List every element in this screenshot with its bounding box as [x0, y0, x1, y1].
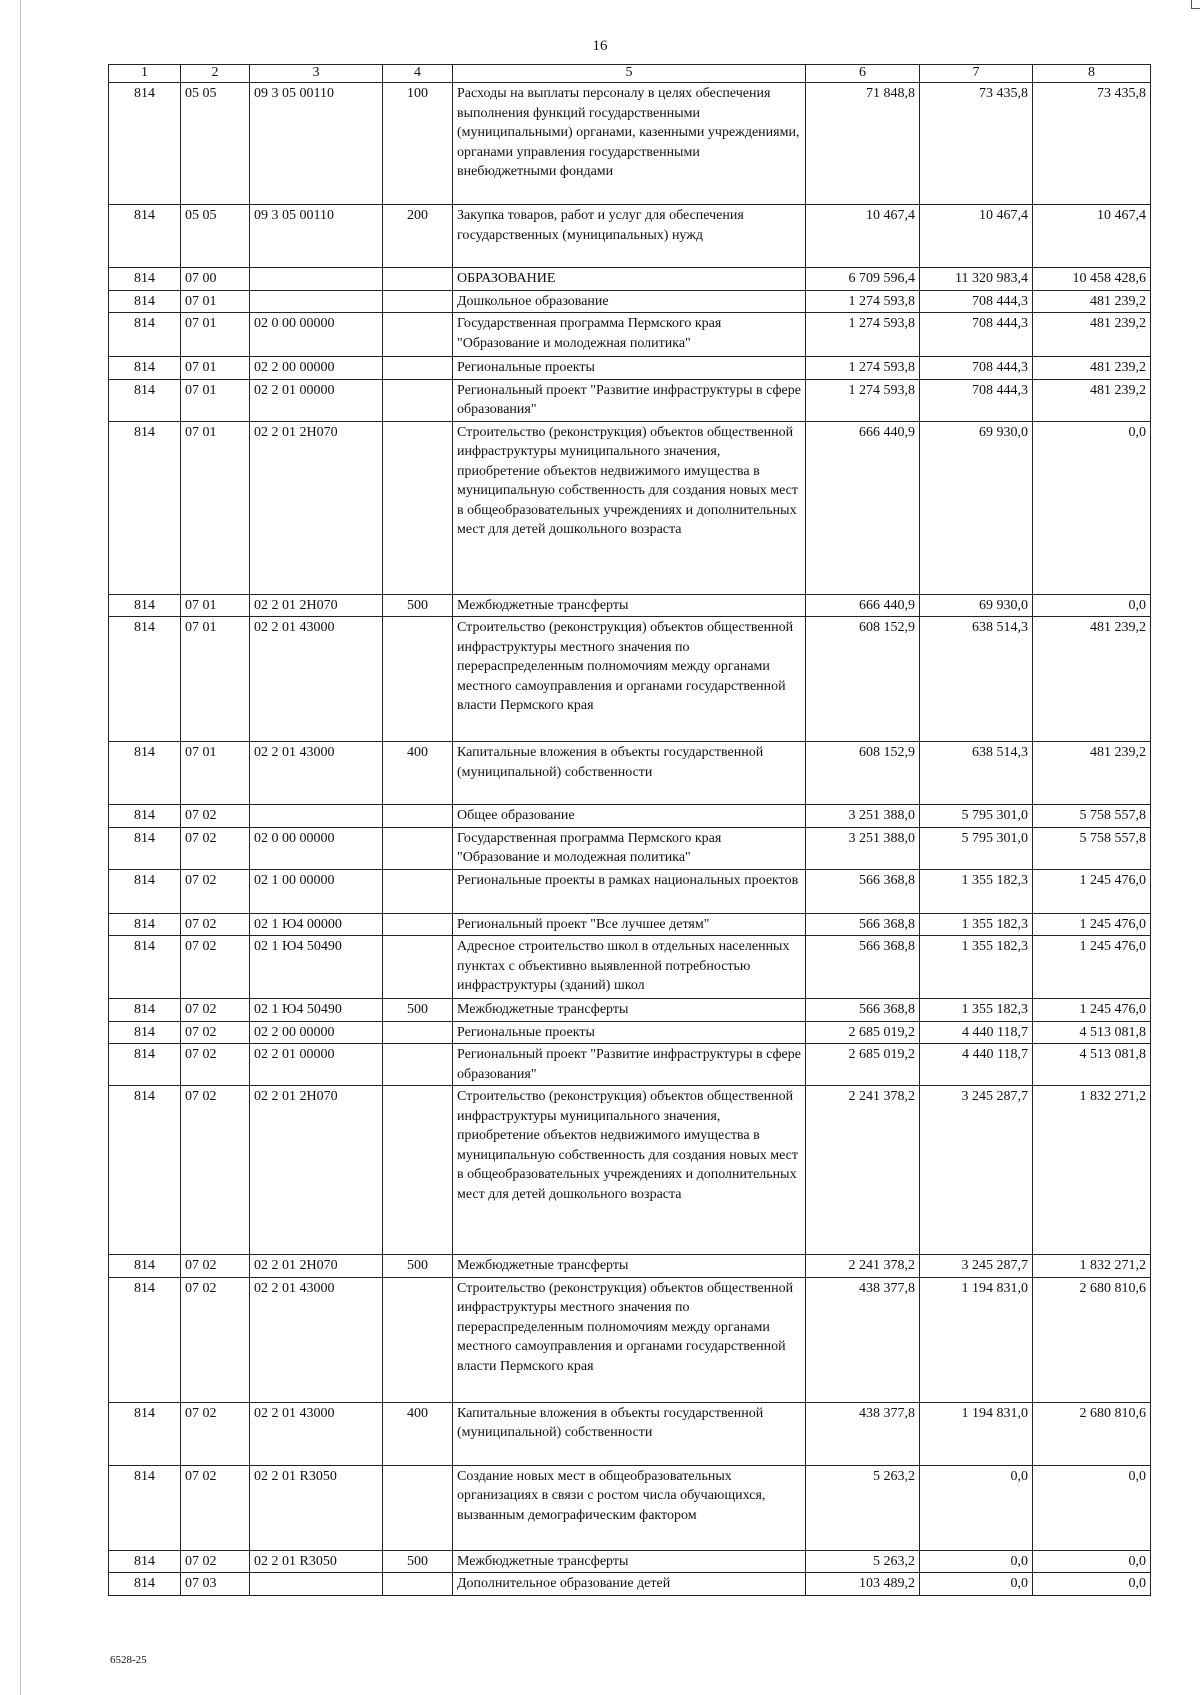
amount-col8-cell: 1 245 476,0	[1033, 936, 1151, 999]
target-article-cell: 02 2 01 2Н070	[250, 594, 383, 617]
amount-col7-cell: 1 194 831,0	[920, 1402, 1033, 1465]
amount-col6-cell: 5 263,2	[806, 1550, 920, 1573]
description-cell: Региональный проект "Развитие инфраструктуры в сфере образования"	[453, 379, 806, 421]
target-article-cell: 02 2 01 00000	[250, 1044, 383, 1086]
table-row	[109, 1255, 1151, 1278]
amount-col8-cell: 481 239,2	[1033, 357, 1151, 380]
table-row	[109, 742, 1151, 805]
description-cell: Закупка товаров, работ и услуг для обеспечения государственных (муниципальных) нужд	[453, 205, 806, 268]
description-cell: Региональные проекты в рамках национальных проектов	[453, 869, 806, 913]
expense-type-cell	[383, 869, 453, 913]
ministry-code-cell: 814	[109, 594, 181, 617]
amount-col7-cell: 4 440 118,7	[920, 1044, 1033, 1086]
amount-col6-cell: 2 241 378,2	[806, 1255, 920, 1278]
amount-col7-cell: 73 435,8	[920, 83, 1033, 205]
section-code-cell: 07 02	[181, 805, 250, 828]
target-article-cell: 02 2 00 00000	[250, 1021, 383, 1044]
amount-col8-cell: 0,0	[1033, 1465, 1151, 1550]
target-article-cell: 02 2 01 2Н070	[250, 1255, 383, 1278]
description-cell: Региональный проект "Развитие инфраструктуры в сфере образования"	[453, 1044, 806, 1086]
scan-corner-mark	[1191, 0, 1200, 9]
amount-col6-cell: 2 685 019,2	[806, 1021, 920, 1044]
ministry-code-cell: 814	[109, 1402, 181, 1465]
target-article-cell: 02 2 01 2Н070	[250, 1086, 383, 1255]
target-article-cell: 02 1 Ю4 00000	[250, 913, 383, 936]
header-cell: 7	[920, 65, 1033, 83]
table-row	[109, 1021, 1151, 1044]
amount-col6-cell: 1 274 593,8	[806, 379, 920, 421]
ministry-code-cell: 814	[109, 999, 181, 1022]
expense-type-cell	[383, 313, 453, 357]
amount-col7-cell: 5 795 301,0	[920, 805, 1033, 828]
expense-type-cell	[383, 1573, 453, 1596]
amount-col6-cell: 71 848,8	[806, 83, 920, 205]
amount-col6-cell: 666 440,9	[806, 594, 920, 617]
amount-col8-cell: 481 239,2	[1033, 742, 1151, 805]
expense-type-cell	[383, 1044, 453, 1086]
expense-type-cell	[383, 1465, 453, 1550]
amount-col6-cell: 566 368,8	[806, 936, 920, 999]
target-article-cell	[250, 805, 383, 828]
description-cell: Государственная программа Пермского края "Образование и молодежная политика"	[453, 827, 806, 869]
amount-col6-cell: 10 467,4	[806, 205, 920, 268]
table-row	[109, 1277, 1151, 1402]
amount-col7-cell: 1 355 182,3	[920, 913, 1033, 936]
description-cell: Дошкольное образование	[453, 290, 806, 313]
section-code-cell: 07 01	[181, 617, 250, 742]
target-article-cell: 02 2 01 R3050	[250, 1550, 383, 1573]
ministry-code-cell: 814	[109, 1255, 181, 1278]
amount-col7-cell: 3 245 287,7	[920, 1255, 1033, 1278]
amount-col8-cell: 5 758 557,8	[1033, 805, 1151, 828]
amount-col7-cell: 69 930,0	[920, 421, 1033, 594]
table-row	[109, 1465, 1151, 1550]
amount-col6-cell: 608 152,9	[806, 617, 920, 742]
expense-type-cell: 400	[383, 1402, 453, 1465]
ministry-code-cell: 814	[109, 1021, 181, 1044]
document-code: 6528-25	[110, 1654, 147, 1666]
ministry-code-cell: 814	[109, 379, 181, 421]
target-article-cell: 02 1 Ю4 50490	[250, 936, 383, 999]
expense-type-cell	[383, 805, 453, 828]
ministry-code-cell: 814	[109, 742, 181, 805]
description-cell: Региональные проекты	[453, 1021, 806, 1044]
amount-col6-cell: 608 152,9	[806, 742, 920, 805]
amount-col7-cell: 1 355 182,3	[920, 936, 1033, 999]
target-article-cell: 02 2 01 2Н070	[250, 421, 383, 594]
target-article-cell: 02 2 01 43000	[250, 1402, 383, 1465]
header-row	[109, 65, 1151, 83]
description-cell: Капитальные вложения в объекты государственной (муниципальной) собственности	[453, 742, 806, 805]
expense-type-cell: 400	[383, 742, 453, 805]
section-code-cell: 07 02	[181, 913, 250, 936]
table-row	[109, 594, 1151, 617]
description-cell: Создание новых мест в общеобразовательных организациях в связи с ростом числа обучающихся, вызванным демографическим фактором	[453, 1465, 806, 1550]
ministry-code-cell: 814	[109, 290, 181, 313]
table-row	[109, 936, 1151, 999]
section-code-cell: 07 01	[181, 357, 250, 380]
budget-table	[108, 64, 1151, 1596]
ministry-code-cell: 814	[109, 205, 181, 268]
expense-type-cell: 500	[383, 999, 453, 1022]
target-article-cell: 02 2 01 43000	[250, 617, 383, 742]
amount-col7-cell: 1 355 182,3	[920, 999, 1033, 1022]
section-code-cell: 07 02	[181, 1402, 250, 1465]
amount-col6-cell: 5 263,2	[806, 1465, 920, 1550]
description-cell: Региональные проекты	[453, 357, 806, 380]
target-article-cell	[250, 1573, 383, 1596]
section-code-cell: 07 02	[181, 999, 250, 1022]
amount-col8-cell: 5 758 557,8	[1033, 827, 1151, 869]
section-code-cell: 07 00	[181, 268, 250, 291]
amount-col6-cell: 666 440,9	[806, 421, 920, 594]
description-cell: Дополнительное образование детей	[453, 1573, 806, 1596]
section-code-cell: 07 01	[181, 421, 250, 594]
section-code-cell: 07 03	[181, 1573, 250, 1596]
ministry-code-cell: 814	[109, 1465, 181, 1550]
amount-col8-cell: 481 239,2	[1033, 290, 1151, 313]
ministry-code-cell: 814	[109, 313, 181, 357]
table-row	[109, 83, 1151, 205]
expense-type-cell	[383, 290, 453, 313]
target-article-cell: 02 0 00 00000	[250, 313, 383, 357]
expense-type-cell	[383, 913, 453, 936]
ministry-code-cell: 814	[109, 421, 181, 594]
target-article-cell: 02 2 01 R3050	[250, 1465, 383, 1550]
amount-col6-cell: 566 368,8	[806, 869, 920, 913]
table-body	[109, 83, 1151, 1596]
header-cell: 5	[453, 65, 806, 83]
amount-col7-cell: 3 245 287,7	[920, 1086, 1033, 1255]
ministry-code-cell: 814	[109, 805, 181, 828]
target-article-cell: 09 3 05 00110	[250, 83, 383, 205]
table-row	[109, 805, 1151, 828]
amount-col6-cell: 6 709 596,4	[806, 268, 920, 291]
amount-col7-cell: 708 444,3	[920, 313, 1033, 357]
section-code-cell: 07 02	[181, 1277, 250, 1402]
target-article-cell: 02 2 01 43000	[250, 1277, 383, 1402]
table-row	[109, 357, 1151, 380]
ministry-code-cell: 814	[109, 1044, 181, 1086]
target-article-cell	[250, 268, 383, 291]
ministry-code-cell: 814	[109, 268, 181, 291]
ministry-code-cell: 814	[109, 357, 181, 380]
amount-col6-cell: 1 274 593,8	[806, 357, 920, 380]
section-code-cell: 07 02	[181, 1465, 250, 1550]
header-cell: 2	[181, 65, 250, 83]
expense-type-cell: 500	[383, 1255, 453, 1278]
description-cell: Межбюджетные трансферты	[453, 1255, 806, 1278]
amount-col6-cell: 103 489,2	[806, 1573, 920, 1596]
amount-col7-cell: 708 444,3	[920, 357, 1033, 380]
table-row	[109, 421, 1151, 594]
amount-col6-cell: 1 274 593,8	[806, 290, 920, 313]
amount-col8-cell: 1 832 271,2	[1033, 1255, 1151, 1278]
description-cell: Региональный проект "Все лучшее детям"	[453, 913, 806, 936]
amount-col7-cell: 1 355 182,3	[920, 869, 1033, 913]
section-code-cell: 07 02	[181, 869, 250, 913]
amount-col7-cell: 69 930,0	[920, 594, 1033, 617]
table-row	[109, 313, 1151, 357]
header-cell: 1	[109, 65, 181, 83]
amount-col7-cell: 0,0	[920, 1465, 1033, 1550]
amount-col6-cell: 1 274 593,8	[806, 313, 920, 357]
description-cell: Общее образование	[453, 805, 806, 828]
amount-col8-cell: 481 239,2	[1033, 617, 1151, 742]
amount-col6-cell: 438 377,8	[806, 1277, 920, 1402]
description-cell: Государственная программа Пермского края "Образование и молодежная политика"	[453, 313, 806, 357]
amount-col8-cell: 481 239,2	[1033, 313, 1151, 357]
section-code-cell: 07 02	[181, 1086, 250, 1255]
table-row	[109, 1402, 1151, 1465]
amount-col8-cell: 0,0	[1033, 421, 1151, 594]
amount-col7-cell: 708 444,3	[920, 290, 1033, 313]
amount-col6-cell: 438 377,8	[806, 1402, 920, 1465]
amount-col8-cell: 10 458 428,6	[1033, 268, 1151, 291]
amount-col8-cell: 4 513 081,8	[1033, 1021, 1151, 1044]
amount-col8-cell: 1 245 476,0	[1033, 869, 1151, 913]
target-article-cell: 02 2 01 43000	[250, 742, 383, 805]
table-row	[109, 869, 1151, 913]
description-cell: Строительство (реконструкция) объектов общественной инфраструктуры местного значения по перераспределенным полномочиям между органами местного самоуправления и органами государственной власти Пермского края	[453, 1277, 806, 1402]
amount-col6-cell: 3 251 388,0	[806, 805, 920, 828]
expense-type-cell	[383, 379, 453, 421]
amount-col6-cell: 2 241 378,2	[806, 1086, 920, 1255]
section-code-cell: 07 02	[181, 1044, 250, 1086]
amount-col8-cell: 0,0	[1033, 1573, 1151, 1596]
description-cell: Межбюджетные трансферты	[453, 1550, 806, 1573]
ministry-code-cell: 814	[109, 827, 181, 869]
amount-col7-cell: 638 514,3	[920, 742, 1033, 805]
ministry-code-cell: 814	[109, 913, 181, 936]
target-article-cell: 02 1 Ю4 50490	[250, 999, 383, 1022]
table-row	[109, 999, 1151, 1022]
amount-col7-cell: 4 440 118,7	[920, 1021, 1033, 1044]
expense-type-cell: 500	[383, 1550, 453, 1573]
amount-col7-cell: 0,0	[920, 1573, 1033, 1596]
expense-type-cell: 500	[383, 594, 453, 617]
section-code-cell: 07 02	[181, 827, 250, 869]
expense-type-cell	[383, 827, 453, 869]
table-row	[109, 205, 1151, 268]
description-cell: Расходы на выплаты персоналу в целях обеспечения выполнения функций государственными (муниципальными) органами, казенными учреждениями, органами управления государственными внебюджетными фондами	[453, 83, 806, 205]
description-cell: Строительство (реконструкция) объектов общественной инфраструктуры муниципального значения, приобретение объектов недвижимого имущества в муниципальную собственность для создания новых мест в общеобразовательных учреждениях и дополнительных мест для детей дошкольного возраста	[453, 421, 806, 594]
section-code-cell: 07 01	[181, 313, 250, 357]
page-number: 16	[592, 38, 608, 54]
expense-type-cell	[383, 1277, 453, 1402]
description-cell: Межбюджетные трансферты	[453, 594, 806, 617]
amount-col7-cell: 5 795 301,0	[920, 827, 1033, 869]
ministry-code-cell: 814	[109, 1277, 181, 1402]
ministry-code-cell: 814	[109, 936, 181, 999]
section-code-cell: 07 01	[181, 594, 250, 617]
amount-col8-cell: 1 832 271,2	[1033, 1086, 1151, 1255]
amount-col8-cell: 10 467,4	[1033, 205, 1151, 268]
table-row	[109, 913, 1151, 936]
section-code-cell: 07 02	[181, 936, 250, 999]
amount-col8-cell: 73 435,8	[1033, 83, 1151, 205]
table-row	[109, 268, 1151, 291]
section-code-cell: 07 01	[181, 290, 250, 313]
section-code-cell: 05 05	[181, 83, 250, 205]
expense-type-cell	[383, 357, 453, 380]
table-row	[109, 1044, 1151, 1086]
amount-col8-cell: 481 239,2	[1033, 379, 1151, 421]
target-article-cell	[250, 290, 383, 313]
amount-col7-cell: 708 444,3	[920, 379, 1033, 421]
expense-type-cell	[383, 421, 453, 594]
amount-col8-cell: 0,0	[1033, 1550, 1151, 1573]
table-row	[109, 1573, 1151, 1596]
amount-col7-cell: 10 467,4	[920, 205, 1033, 268]
target-article-cell: 09 3 05 00110	[250, 205, 383, 268]
amount-col6-cell: 566 368,8	[806, 913, 920, 936]
target-article-cell: 02 2 00 00000	[250, 357, 383, 380]
amount-col7-cell: 11 320 983,4	[920, 268, 1033, 291]
amount-col7-cell: 0,0	[920, 1550, 1033, 1573]
section-code-cell: 07 02	[181, 1255, 250, 1278]
expense-type-cell: 100	[383, 83, 453, 205]
amount-col8-cell: 1 245 476,0	[1033, 913, 1151, 936]
table-row	[109, 379, 1151, 421]
amount-col8-cell: 4 513 081,8	[1033, 1044, 1151, 1086]
expense-type-cell	[383, 268, 453, 291]
target-article-cell: 02 2 01 00000	[250, 379, 383, 421]
section-code-cell: 05 05	[181, 205, 250, 268]
amount-col7-cell: 1 194 831,0	[920, 1277, 1033, 1402]
header-cell: 3	[250, 65, 383, 83]
expense-type-cell	[383, 617, 453, 742]
expense-type-cell	[383, 1086, 453, 1255]
ministry-code-cell: 814	[109, 617, 181, 742]
expense-type-cell: 200	[383, 205, 453, 268]
section-code-cell: 07 01	[181, 379, 250, 421]
table-row	[109, 617, 1151, 742]
description-cell: Строительство (реконструкция) объектов общественной инфраструктуры местного значения по перераспределенным полномочиям между органами местного самоуправления и органами государственной власти Пермского края	[453, 617, 806, 742]
scan-edge-line	[20, 0, 21, 1695]
amount-col8-cell: 0,0	[1033, 594, 1151, 617]
header-cell: 8	[1033, 65, 1151, 83]
description-cell: Капитальные вложения в объекты государственной (муниципальной) собственности	[453, 1402, 806, 1465]
section-code-cell: 07 01	[181, 742, 250, 805]
section-code-cell: 07 02	[181, 1550, 250, 1573]
target-article-cell: 02 1 00 00000	[250, 869, 383, 913]
table-row	[109, 1550, 1151, 1573]
description-cell: Строительство (реконструкция) объектов общественной инфраструктуры муниципального значения, приобретение объектов недвижимого имущества в муниципальную собственность для создания новых мест в общеобразовательных учреждениях и дополнительных мест для детей дошкольного возраста	[453, 1086, 806, 1255]
expense-type-cell	[383, 1021, 453, 1044]
amount-col8-cell: 2 680 810,6	[1033, 1277, 1151, 1402]
ministry-code-cell: 814	[109, 869, 181, 913]
ministry-code-cell: 814	[109, 1086, 181, 1255]
amount-col8-cell: 1 245 476,0	[1033, 999, 1151, 1022]
ministry-code-cell: 814	[109, 1573, 181, 1596]
description-cell: ОБРАЗОВАНИЕ	[453, 268, 806, 291]
amount-col6-cell: 566 368,8	[806, 999, 920, 1022]
amount-col6-cell: 2 685 019,2	[806, 1044, 920, 1086]
amount-col8-cell: 2 680 810,6	[1033, 1402, 1151, 1465]
section-code-cell: 07 02	[181, 1021, 250, 1044]
ministry-code-cell: 814	[109, 1550, 181, 1573]
header-cell: 6	[806, 65, 920, 83]
ministry-code-cell: 814	[109, 83, 181, 205]
target-article-cell: 02 0 00 00000	[250, 827, 383, 869]
description-cell: Межбюджетные трансферты	[453, 999, 806, 1022]
expense-type-cell	[383, 936, 453, 999]
table-row	[109, 1086, 1151, 1255]
amount-col6-cell: 3 251 388,0	[806, 827, 920, 869]
header-cell: 4	[383, 65, 453, 83]
amount-col7-cell: 638 514,3	[920, 617, 1033, 742]
table-row	[109, 290, 1151, 313]
description-cell: Адресное строительство школ в отдельных населенных пунктах с объективно выявленной потребностью инфраструктуры (зданий) школ	[453, 936, 806, 999]
table-row	[109, 827, 1151, 869]
